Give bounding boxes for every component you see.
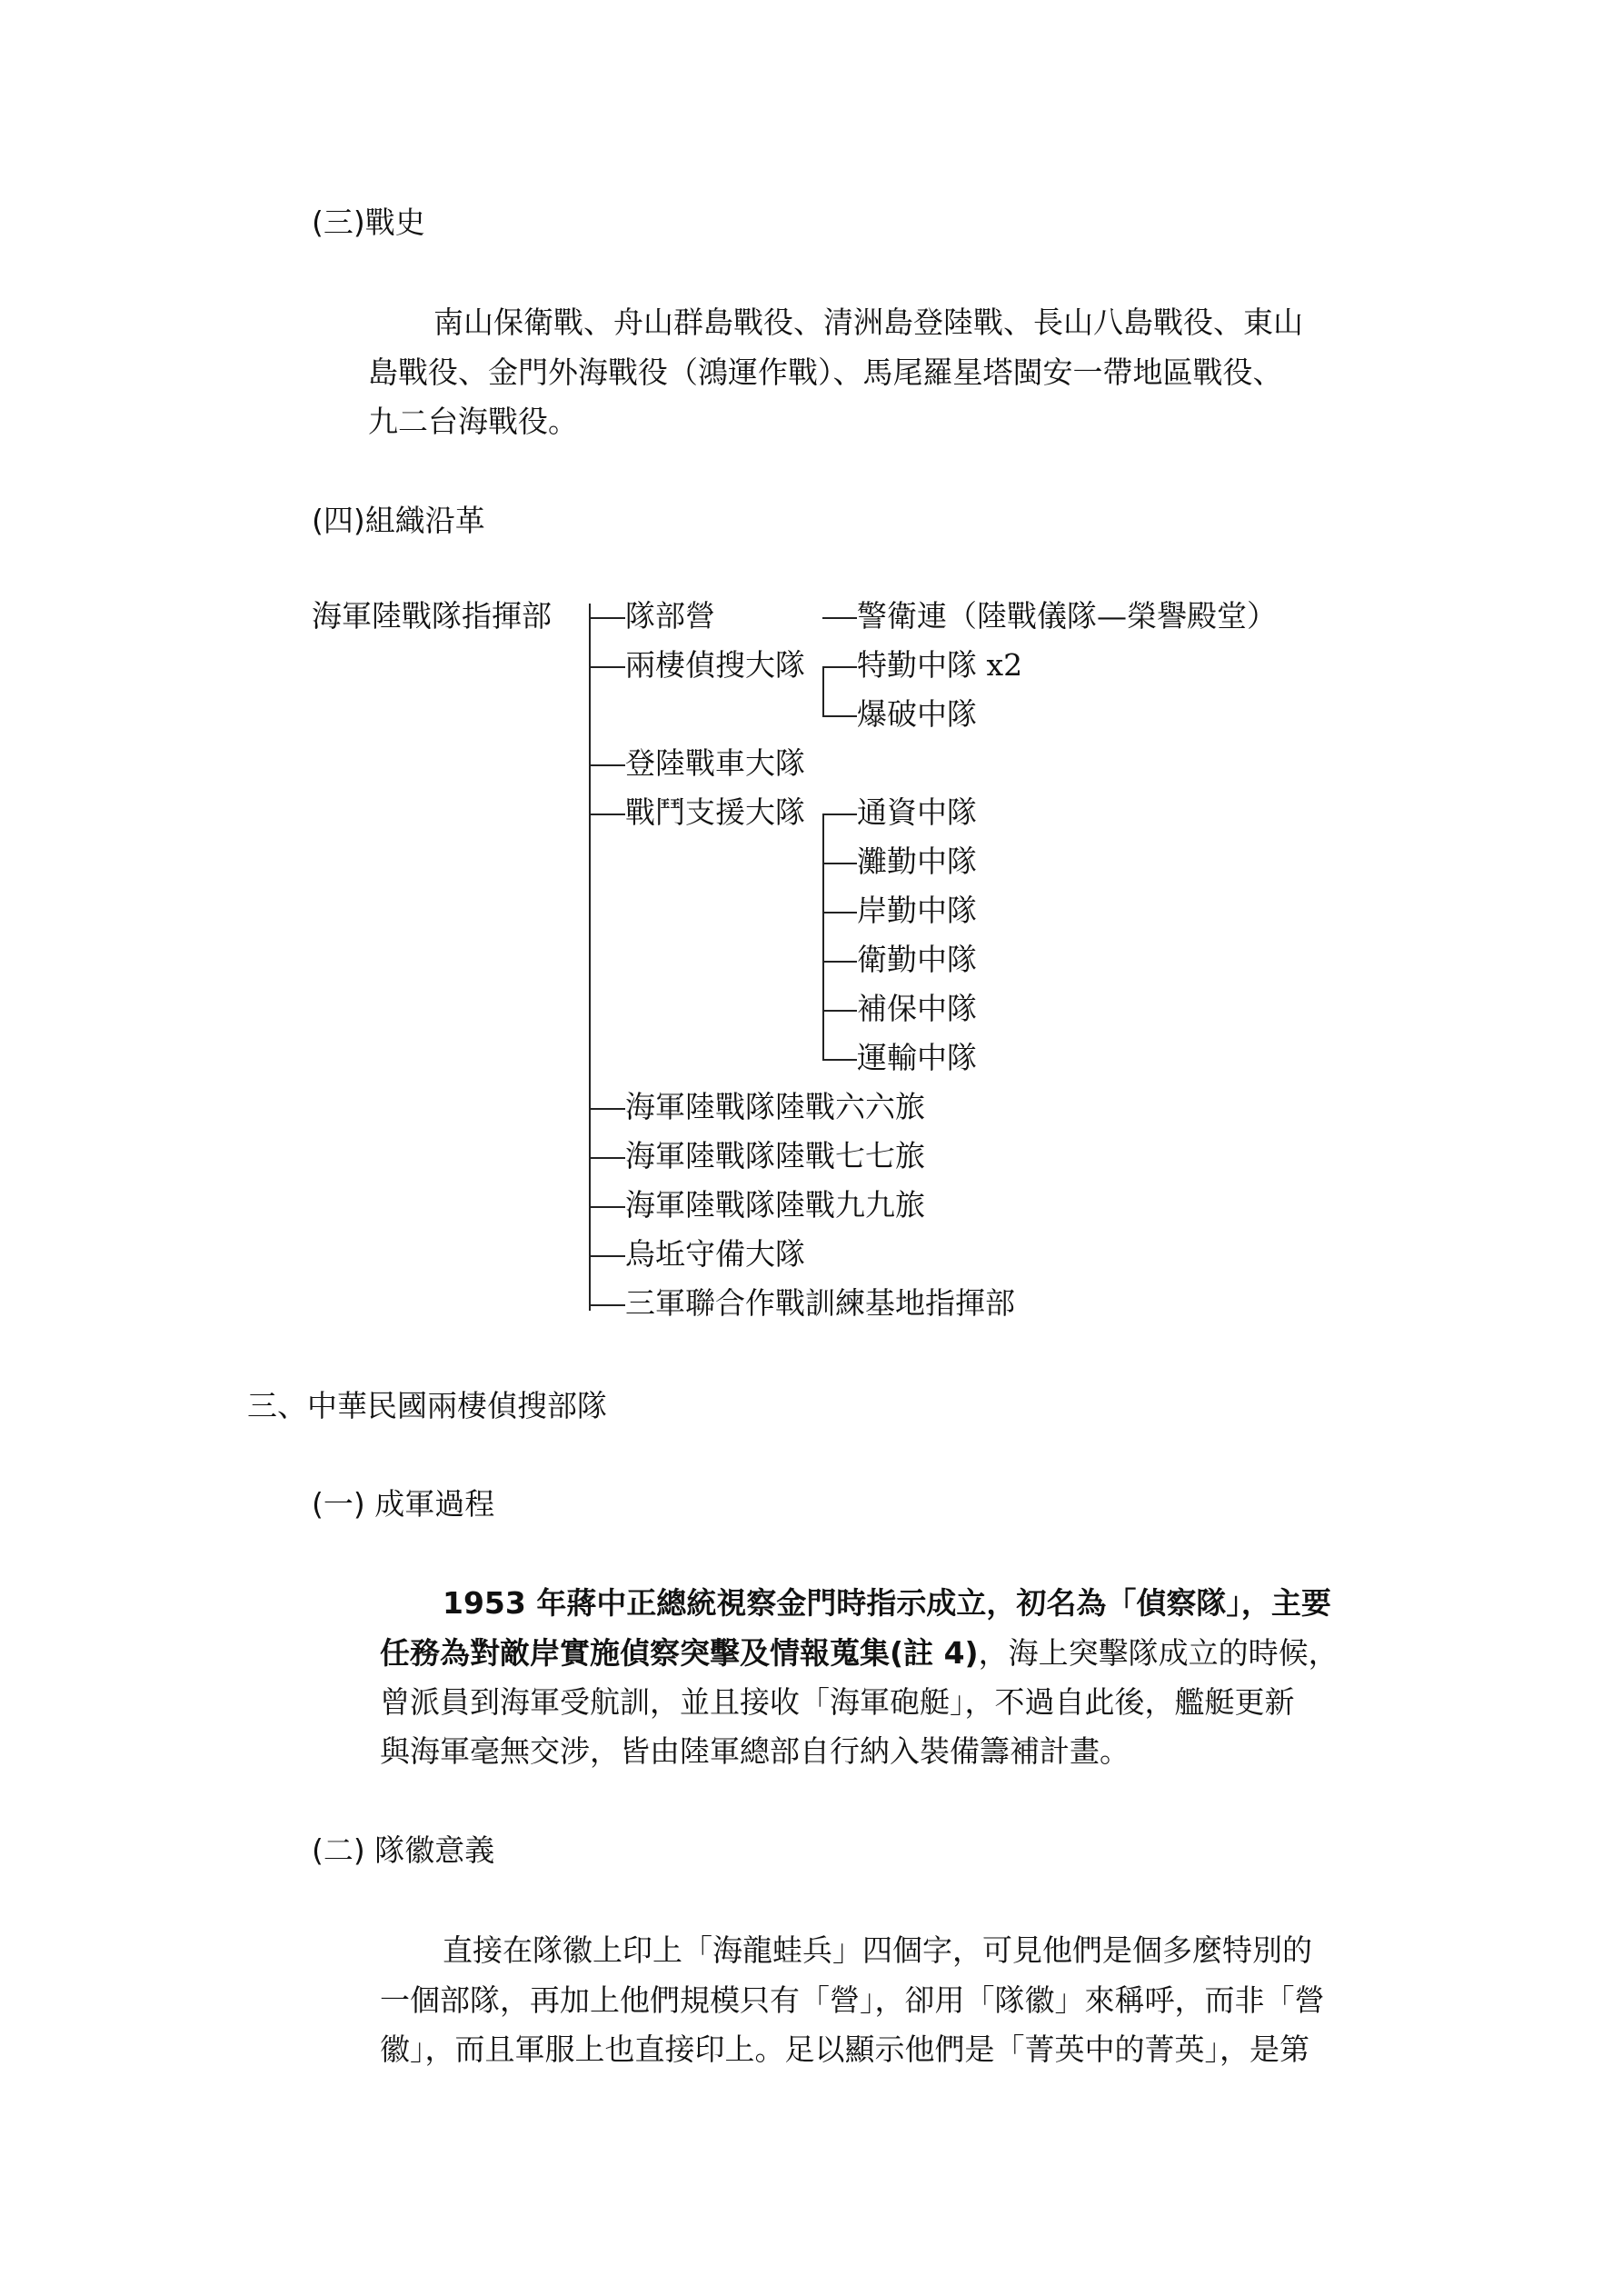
org-unit-joint-training-base: 三軍聯合作戰訓練基地指揮部 xyxy=(625,1285,1015,1321)
section-heading-history: (三)戰史 xyxy=(312,205,425,240)
sub-heading-insignia: (二) 隊徽意義 xyxy=(312,1832,495,1868)
org-unit-comms-squadron: 通資中隊 xyxy=(857,794,977,830)
branch-line xyxy=(824,863,857,864)
org-unit-wuqiu-defense: 烏坵守備大隊 xyxy=(625,1236,805,1272)
history-line-2: 島戰役、金門外海戰役（鴻運作戰）、馬尾羅星塔閩安一帶地區戰役、 xyxy=(368,354,1283,390)
branch-line xyxy=(824,1059,857,1061)
insignia-line-2: 一個部隊，再加上他們規模只有「營」，卻用「隊徽」來稱呼，而非「營 xyxy=(380,1982,1325,2018)
org-unit-support-group: 戰鬥支援大隊 xyxy=(625,794,805,830)
org-root: 海軍陸戰隊指揮部 xyxy=(312,598,552,634)
org-unit-brigade-99: 海軍陸戰隊陸戰九九旅 xyxy=(625,1187,925,1223)
formation-line-4: 與海軍毫無交涉，皆由陸軍總部自行納入裝備籌補計畫。 xyxy=(380,1733,1130,1769)
history-line-1: 南山保衛戰、舟山群島戰役、清洲島登陸戰、長山八島戰役、東山 xyxy=(433,304,1303,340)
formation-line-1: 1953 年蔣中正總統視察金門時指示成立，初名為「偵察隊」，主要 xyxy=(443,1585,1331,1621)
org-unit-beach-squadron: 灘勤中隊 xyxy=(857,844,977,879)
org-unit-demolition-squadron: 爆破中隊 xyxy=(857,696,977,732)
branch-line xyxy=(824,961,857,963)
branch-line xyxy=(591,1206,625,1208)
branch-line xyxy=(591,764,625,766)
branch-line xyxy=(591,1108,625,1110)
org-unit-amphib-group: 兩棲偵搜大隊 xyxy=(625,647,805,683)
org-unit-shore-squadron: 岸勤中隊 xyxy=(857,893,977,928)
formation-line-2 xyxy=(380,1629,1339,1678)
branch-line xyxy=(591,814,625,815)
sub-trunk-line xyxy=(822,814,824,1061)
section-heading-org: (四)組織沿革 xyxy=(312,503,485,538)
branch-line xyxy=(824,912,857,913)
formation-line-3: 曾派員到海軍受航訓，並且接收「海軍砲艇」，不過自此後，艦艇更新 xyxy=(380,1684,1295,1720)
insignia-line-1: 直接在隊徽上印上「海龍蛙兵」四個字，可見他們是個多麼特別的 xyxy=(443,1932,1312,1968)
org-unit-maintenance-squadron: 補保中隊 xyxy=(857,991,977,1026)
branch-line xyxy=(824,715,857,717)
org-unit-amtrac-group: 登陸戰車大隊 xyxy=(625,745,805,781)
formation-line-2-bold: 任務為對敵岸實施偵察突擊及情報蒐集(註 4) xyxy=(380,1635,979,1671)
tree-trunk-line xyxy=(589,604,591,1311)
org-unit-transport-squadron: 運輸中隊 xyxy=(857,1040,977,1075)
insignia-line-3: 徽」，而且軍服上也直接印上。足以顯示他們是「菁英中的菁英」，是第 xyxy=(380,2031,1309,2067)
formation-line-2-rest: ，海上突擊隊成立的時候， xyxy=(978,1635,1339,1671)
org-unit-hq-battalion: 隊部營 xyxy=(625,598,715,634)
branch-line xyxy=(591,1157,625,1159)
branch-line xyxy=(824,814,857,815)
org-unit-brigade-77: 海軍陸戰隊陸戰七七旅 xyxy=(625,1138,925,1173)
branch-line xyxy=(591,1304,625,1306)
org-unit-brigade-66: 海軍陸戰隊陸戰六六旅 xyxy=(625,1089,925,1124)
branch-line xyxy=(591,666,625,668)
org-unit-medical-squadron: 衛勤中隊 xyxy=(857,942,977,977)
branch-line xyxy=(591,617,625,619)
branch-line xyxy=(824,666,857,668)
branch-line xyxy=(822,617,857,619)
sub-heading-formation: (一) 成軍過程 xyxy=(312,1486,495,1522)
branch-line xyxy=(824,1010,857,1012)
history-line-3: 九二台海戰役。 xyxy=(368,404,578,439)
branch-line xyxy=(591,1255,625,1257)
chapter-heading: 三、中華民國兩棲偵搜部隊 xyxy=(247,1388,607,1423)
org-unit-special-squadron: 特勤中隊 x2 xyxy=(857,647,1023,683)
org-unit-guard-company: 警衛連（陸戰儀隊—榮譽殿堂） xyxy=(857,598,1277,634)
sub-trunk-line xyxy=(822,666,824,717)
